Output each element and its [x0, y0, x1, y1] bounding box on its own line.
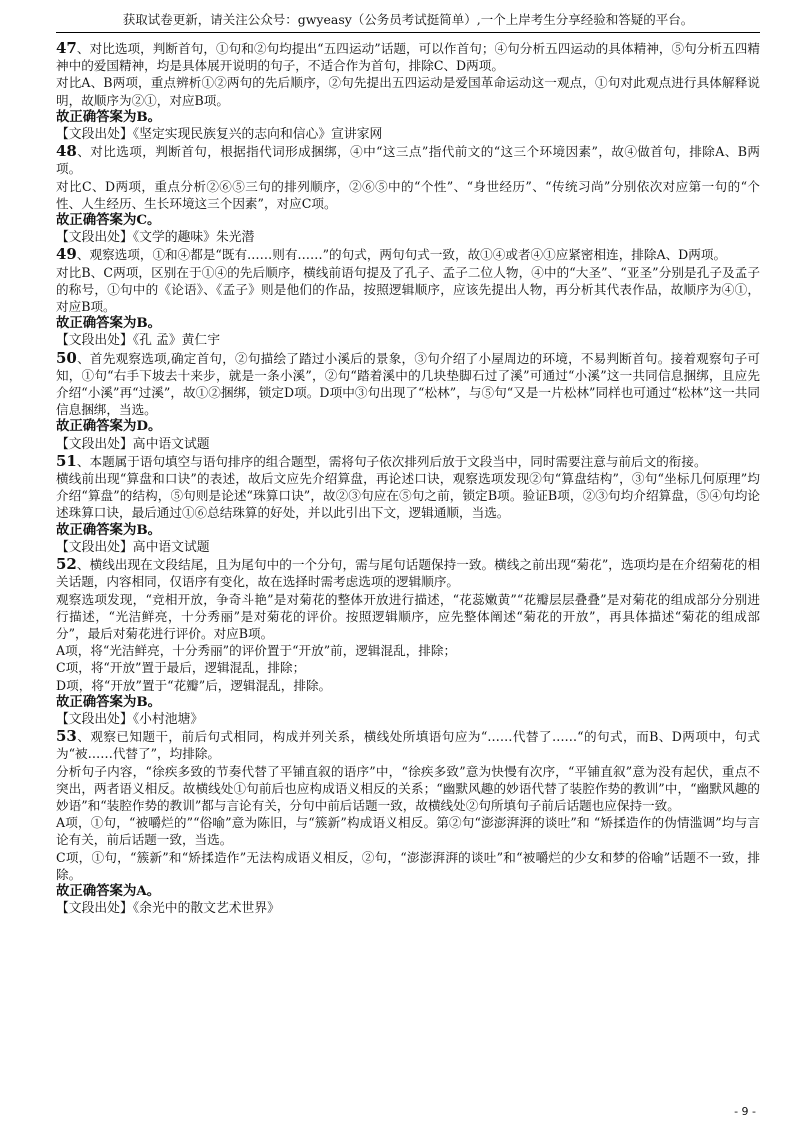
question-head [56, 453, 760, 470]
explanation-paragraph: 分析句子内容，“徐疾多致的节奏代替了平铺直叙的语序”中，“徐疾多致”意为快慢有次序，“平铺直叙”意为没有起伏，重点不突出，两者语义相反。故横线处①句前后也应构成语义相反的关系；“幽默风趣的妙语代替了装腔作势的教训”中，“幽默风趣的妙语”和“装腔作势的教训”都与言论有关，分句中前后话题一致，故横线处②句所填句子前后话题也应保持一致。 [56, 763, 760, 813]
question-number: 48 [56, 142, 77, 161]
question-head [56, 143, 760, 177]
header-notice: 获取试卷更新，请关注公众号：gwyeasy（公务员考试挺简单）,一个上岸考生分享经验和答疑的平台。 [122, 12, 694, 27]
answer-explanations [56, 40, 760, 917]
explanation-paragraph: 对比C、D两项，重点分析②⑥⑤三句的排列顺序，②⑥⑤中的“个性”、“身世经历”、“传统习尚”分别依次对应第一句的“个性、人生经历、生长环境这三个因素”，对应C项。 [56, 178, 760, 211]
explanation-paragraph: D项，将“开放”置于“花瓣”后，逻辑混乱，排除。 [56, 677, 332, 693]
question-first-paragraph: 、观察已知题干，前后句式相同，构成并列关系，横线处所填语句应为“……代替了……“的句式，而B、D两项中，句式为“被……代替了”，均排除。 [56, 729, 760, 762]
page-header [56, 10, 760, 33]
question-first-paragraph: 、对比选项，判断首句，①句和②句均提出“五四运动”话题，可以作首句；④句分析五四运动的具体精神，⑤句分析五四精神中的爱国精神，均是具体展开说明的句子，不适合作为首句，排除C、D两项。 [56, 41, 760, 74]
passage-source: 【文段出处】《小村池塘》 [56, 711, 204, 727]
correct-answer: 故正确答案为A。 [56, 882, 161, 899]
explanation-paragraph: 横线前出现“算盘和口诀”的表述，故后文应先介绍算盘，再论述口诀，观察选项发现②句“算盘结构”，③句“坐标几何原理”均介绍“算盘”的结构，⑤句则是论述“珠算口诀”，故②③句应在⑤句之前，锁定B项。验证B项，②③句均介绍算盘，⑤④句均论述珠算口诀，最后通过①⑥总结珠算的好处，并以此引出下文，逻辑通顺，当选。 [56, 471, 760, 521]
page-number: - 9 - [734, 1105, 756, 1118]
explanation-paragraph: 观察选项发现，“竞相开放，争奇斗艳”是对菊花的整体开放进行描述，“花蕊嫩黄”“花瓣层层叠叠”是对菊花的组成部分分别进行描述，“光洁鲜亮，十分秀丽”是对菊花的评价。按照逻辑顺序，应先整体阐述“菊花的开放”，再具体描述“菊花的组成部分”，最后对菊花进行评价。对应B项。 [56, 591, 760, 641]
question-block [56, 350, 760, 453]
explanation-paragraph: 对比A、B两项，重点辨析①②两句的先后顺序，②句先提出五四运动是爱国革命运动这一观点，①句对此观点进行具体解释说明，故顺序为②①，对应B项。 [56, 75, 760, 108]
explanation-paragraph: A项，将“光洁鲜亮，十分秀丽”的评价置于“开放”前，逻辑混乱，排除； [56, 643, 457, 659]
question-first-paragraph: 、对比选项，判断首句，根据指代词形成捆绑，④中“这三点”指代前文的“这三个环境因素”，故④做首句，排除A、B两项。 [56, 144, 760, 177]
question-block [56, 453, 760, 556]
question-number: 53 [56, 727, 77, 746]
question-block [56, 246, 760, 349]
correct-answer: 故正确答案为B。 [56, 521, 162, 538]
correct-answer: 故正确答案为D。 [56, 418, 162, 435]
correct-answer: 故正确答案为B。 [56, 693, 162, 710]
passage-source: 【文段出处】高中语文试题 [56, 436, 210, 452]
question-block [56, 143, 760, 246]
question-block [56, 728, 760, 917]
question-block [56, 40, 760, 143]
question-head [56, 350, 760, 419]
question-number: 49 [56, 245, 77, 264]
question-first-paragraph: 、首先观察选项,确定首句，②句描绘了踏过小溪后的景象，③句介绍了小屋周边的环境，不易判断首句。接着观察句子可知，①句“右手下坡去十来步，就是一条小溪”，②句“踏着溪中的几块垫脚石过了溪”可通过“小溪”这一共同信息捆绑，且应先介绍“小溪”再“过溪”，故①②捆绑，锁定D项。D项中③句出现了“松林”，与⑤句“又是一片松林”同样也可通过“松林”这一共同信息捆绑，当选。 [56, 350, 760, 418]
question-head [56, 728, 760, 762]
question-first-paragraph: 、观察选项，①和④都是“既有……则有……”的句式，两句句式一致，故①④或者④①应紧密相连，排除A、D两项。 [76, 247, 727, 263]
question-head [56, 40, 760, 74]
explanation-paragraph: A项，①句，“被嚼烂的”“俗喻”意为陈旧，与“簇新”构成语义相反。第②句“澎澎湃湃的谈吐”和 “矫揉造作的伪情滥调”均与言论有关，前后话题一致，当选。 [56, 815, 760, 848]
passage-source: 【文段出处】《孔 孟》黄仁宇 [56, 333, 221, 349]
passage-source: 【文段出处】《余光中的散文艺术世界》 [56, 901, 280, 917]
question-first-paragraph: 、本题属于语句填空与语句排序的组合题型，需将句子依次排列后放于文段当中，同时需要注意与前后文的衔接。 [76, 453, 707, 469]
explanation-paragraph: C项，①句，“簇新”和“矫揉造作”无法构成语义相反，②句，“澎澎湃湃的谈吐”和“被嚼烂的少女和梦的俗喻”话题不一致，排除。 [56, 849, 760, 882]
question-head [56, 556, 760, 590]
correct-answer: 故正确答案为B。 [56, 315, 162, 332]
correct-answer: 故正确答案为B。 [56, 108, 162, 125]
question-block [56, 556, 760, 728]
question-number: 52 [56, 555, 77, 574]
passage-source: 【文段出处】《文学的趣味》朱光潜 [56, 230, 255, 246]
explanation-paragraph: 对比B、C两项，区别在于①④的先后顺序，横线前语句提及了孔子、孟子二位人物，④中的“大圣”、“亚圣”分别是孔子及孟子的称号，①句中的《论语》、《孟子》则是他们的作品，按照逻辑顺序，应该先提出人物，再分析其代表作品，故顺序为④①，对应B项。 [56, 264, 760, 315]
question-number: 51 [56, 451, 77, 470]
passage-source: 【文段出处】《坚定实现民族复兴的志向和信心》宣讲家网 [56, 127, 383, 143]
question-head [56, 246, 760, 263]
passage-source: 【文段出处】高中语文试题 [56, 539, 210, 555]
correct-answer: 故正确答案为C。 [56, 212, 161, 229]
explanation-paragraph: C项，将“开放”置于最后，逻辑混乱，排除； [56, 660, 306, 676]
question-number: 50 [56, 348, 77, 367]
question-first-paragraph: 、横线出现在文段结尾，且为尾句中的一个分句，需与尾句话题保持一致。横线之前出现“菊花”，选项均是在介绍菊花的相关话题，内容相同，仅语序有变化，故在选择时需考虑选项的逻辑顺序。 [56, 557, 760, 590]
question-number: 47 [56, 39, 77, 57]
